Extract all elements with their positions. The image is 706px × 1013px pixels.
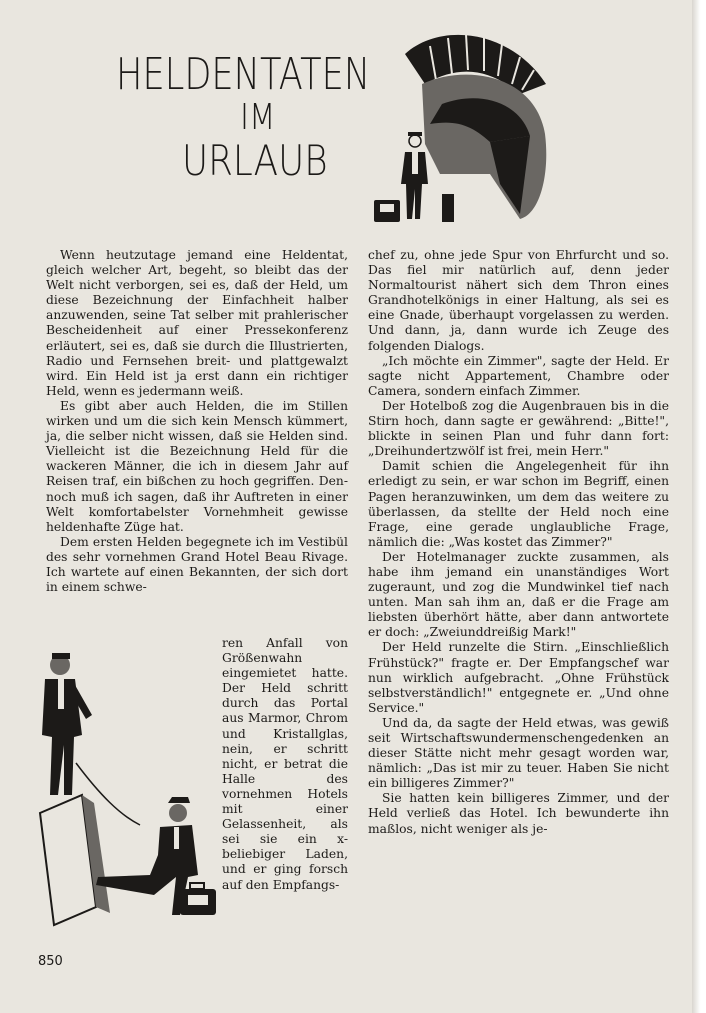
paragraph: Der Hotelboß zog die Augenbrauen bis in die Stirn hoch, dann sagte er gewährend: „Bitte!", blickte in seinen Plan und fuhr dann fort: „Dreihundertzwölf ist frei, mein Herr." [368,398,669,459]
page-number: 850 [38,954,63,969]
text-column-left [46,248,348,595]
text-column-right [368,248,669,837]
page-edge [692,0,706,1013]
headline-line-2: IM [240,97,276,138]
paragraph: Es gibt aber auch Helden, die im Stillen wirken und um die sich kein Mensch kümmert, ja, die selber nicht wissen, daß sie Helden sind. Vielleicht ist die Bezeichnung Held für die wackeren Männer, die ich in diesem Jahr auf Reisen traf, ein bißchen zu hoch gegriffen. Dennoch muß ich sagen, daß ihr Auftreten in einer Welt komfortabelster Vornehmheit gewisse heldenhafte Züge hat. [46,398,348,534]
paragraph: Der Held runzelte die Stirn. „Einschließlich Frühstück?" fragte er. Der Empfangschef war nun wirklich aufgebracht. „Ohne Frühstück selbstverständlich!" entgegnete er. „Und ohne Service." [368,640,669,715]
paragraph: Der Hotelmanager zuckte zusammen, als habe ihm jemand ein unanständiges Wort zugeraunt, und zog die Mundwinkel tief nach unten. Man sah ihm an, daß er die Frage am liebsten überhört hätte, aber dann antwortete er doch: „Zweiunddreißig Mark!" [368,549,669,640]
headline-line-3: URLAUB [182,136,328,185]
paragraph: chef zu, ohne jede Spur von Ehrfurcht und so. Das fiel mir natürlich auf, denn jeder Normaltourist nähert sich dem Thron eines Grandhotelkönigs in einer Haltung, als sei es eine Gnade, überhaupt vorgelassen zu werden. Und dann, ja, dann wurde ich Zeuge des folgenden Dialogs. [368,248,669,353]
paragraph: Dem ersten Helden begegnete ich im Vestibül des sehr vornehmen Grand Hotel Beau Rivage. Ich wartete auf einen Bekannten, der sich dort in einem schwe- [46,534,348,595]
paragraph: „Ich möchte ein Zimmer", sagte der Held. Er sagte nicht Appartement, Chambre oder Camera, sondern einfach Zimmer. [368,353,669,398]
paragraph: Damit schien die Angelegenheit für ihn erledigt zu sein, er war schon im Begriff, einen Pagen heranzuwinken, um dem das weitere zu überlassen, da stellte der Held noch eine Frage, eine gerade unglaubliche Frage, nämlich die: „Was kostet das Zimmer?" [368,459,669,549]
paragraph: Und da, da sagte der Held etwas, was gewiß seit Wirtschaftswundermenschengedenken an dieser Stätte nicht mehr gesagt worden war, nämlich: „Das ist mir zu teuer. Haben Sie nicht ein billigeres Zimmer?" [368,715,669,791]
paragraph: ren Anfall von Größenwahn eingemietet hatte. Der Held schritt durch das Portal aus Marmor, Chrom und Kristallglas, nein, er schritt nicht, er betrat die Halle des vornehmen Hotels mit einer Gelassenheit, als sei sie ein x-beliebiger Laden, und er ging forsch auf den Empfangs- [222,636,348,892]
helmet-traveler-illustration [370,24,560,229]
paragraph: Sie hatten kein billigeres Zimmer, und der Held verließ das Hotel. Ich bewunderte ihn maßlos, nicht weniger als je- [368,791,669,836]
hero-with-dog-illustration [30,645,226,935]
paragraph: Wenn heutzutage jemand eine Heldentat, gleich welcher Art, begeht, so bleibt das der Welt nicht verborgen, sei es, daß der Held, um diese Bezeichnung der Einfachheit halber anzuwenden, seine Tat selber mit prahlerischer Bescheidenheit auf einer Pressekonferenz erläutert, sei es, daß sie durch die Illustrierten, Radio und Fernsehen breit- und plattgewalzt wird. Ein Held ist ja erst dann ein richtiger Held, wenn es jedermann weiß. [46,248,348,398]
text-column-left-narrow [222,636,348,893]
headline-line-1: HELDENTATEN [116,49,371,100]
